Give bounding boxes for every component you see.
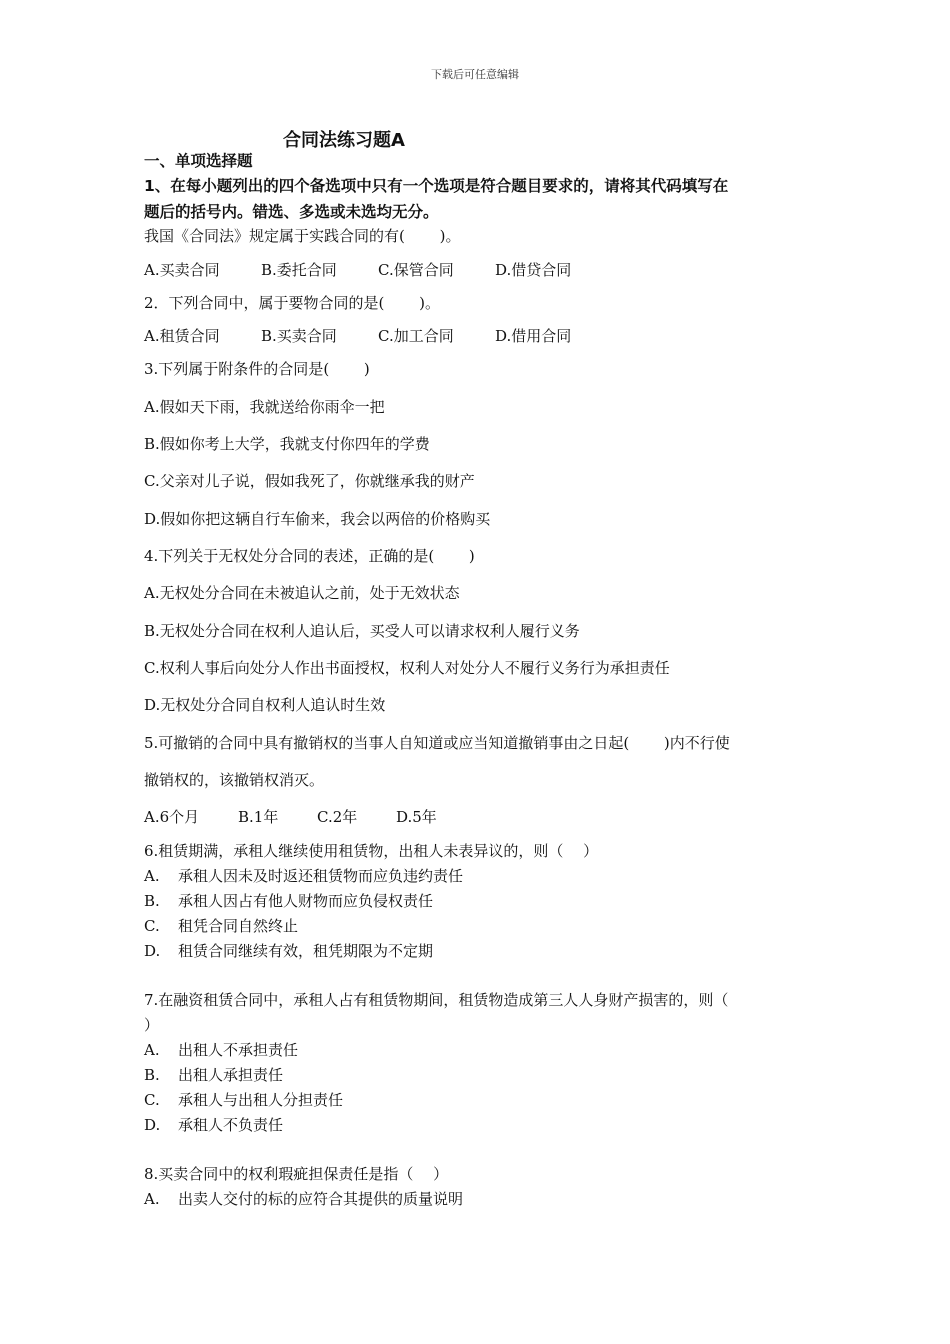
question-6-option-c xyxy=(144,917,298,935)
question-5-option-b: B.1年 xyxy=(238,808,279,826)
option-letter: D. xyxy=(144,942,161,960)
option-letter: B. xyxy=(144,892,160,910)
option-text: 出卖人交付的标的应符合其提供的质量说明 xyxy=(178,1190,464,1208)
question-6-option-b xyxy=(144,892,433,910)
question-7-text-line-1: 7.在融资租赁合同中，承租人占有租赁物期间，租赁物造成第三人人身财产损害的，则（ xyxy=(144,991,729,1009)
question-2-option-b: B.买卖合同 xyxy=(261,327,337,345)
instructions-line-2: 题后的括号内。错选、多选或未选均无分。 xyxy=(144,203,439,221)
section-heading: 一、单项选择题 xyxy=(144,152,253,170)
option-text: 承租人因占有他人财物而应负侵权责任 xyxy=(178,892,434,910)
option-text: 出租人承担责任 xyxy=(178,1066,284,1084)
question-3-option-d: D.假如你把这辆自行车偷来，我会以两倍的价格购买 xyxy=(144,510,491,528)
document-title: 合同法练习题A xyxy=(283,130,405,151)
option-text: 承租人因未及时返还租赁物而应负违约责任 xyxy=(178,867,464,885)
option-letter: A. xyxy=(144,1041,160,1059)
option-letter: C. xyxy=(144,917,160,935)
question-3-option-b: B.假如你考上大学，我就支付你四年的学费 xyxy=(144,435,430,453)
question-3-text: 3.下列属于附条件的合同是( ) xyxy=(144,360,370,378)
question-5-option-d: D.5年 xyxy=(396,808,437,826)
question-1-text: 我国《合同法》规定属于实践合同的有( )。 xyxy=(144,227,461,245)
option-text: 租凭合同自然终止 xyxy=(178,917,299,935)
question-6-option-a xyxy=(144,867,463,885)
question-7-text-line-2: ） xyxy=(144,1016,160,1034)
option-text: 承租人与出租人分担责任 xyxy=(178,1091,344,1109)
question-2-text: 2．下列合同中，属于要物合同的是( )。 xyxy=(144,294,441,312)
question-3-option-a: A.假如天下雨，我就送给你雨伞一把 xyxy=(144,398,385,416)
question-4-text: 4.下列关于无权处分合同的表述，正确的是( ) xyxy=(144,547,475,565)
page-header: 下载后可任意编辑 xyxy=(431,68,519,81)
question-7-option-d xyxy=(144,1116,283,1134)
question-6-text: 6.租赁期满，承租人继续使用租赁物，出租人未表异议的，则（ ） xyxy=(144,842,599,860)
question-1-option-d: D.借贷合同 xyxy=(495,261,572,279)
question-4-option-a: A.无权处分合同在未被追认之前，处于无效状态 xyxy=(144,584,460,602)
question-8-text: 8.买卖合同中的权利瑕疵担保责任是指（ ） xyxy=(144,1165,449,1183)
option-text: 承租人不负责任 xyxy=(178,1116,284,1134)
question-1-option-a: A.买卖合同 xyxy=(144,261,220,279)
question-3-option-c: C.父亲对儿子说，假如我死了，你就继承我的财产 xyxy=(144,472,475,490)
option-letter: D. xyxy=(144,1116,161,1134)
option-text: 出租人不承担责任 xyxy=(178,1041,299,1059)
question-4-option-d: D.无权处分合同自权利人追认时生效 xyxy=(144,696,386,714)
option-letter: B. xyxy=(144,1066,160,1084)
question-2-option-d: D.借用合同 xyxy=(495,327,572,345)
question-2-option-a: A.租赁合同 xyxy=(144,327,220,345)
question-5-text-line-1: 5.可撤销的合同中具有撤销权的当事人自知道或应当知道撤销事由之日起( )内不行使 xyxy=(144,734,730,752)
question-2-option-c: C.加工合同 xyxy=(378,327,454,345)
instructions-line-1: 1、在每小题列出的四个备选项中只有一个选项是符合题目要求的，请将其代码填写在 xyxy=(144,177,729,195)
option-letter: A. xyxy=(144,1190,160,1208)
question-7-option-a xyxy=(144,1041,298,1059)
question-5-option-a: A.6个月 xyxy=(144,808,200,826)
question-5-text-line-2: 撤销权的，该撤销权消灭。 xyxy=(144,771,325,789)
question-1-option-b: B.委托合同 xyxy=(261,261,337,279)
question-8-option-a xyxy=(144,1190,463,1208)
question-7-option-c xyxy=(144,1091,343,1109)
question-4-option-b: B.无权处分合同在权利人追认后，买受人可以请求权利人履行义务 xyxy=(144,622,580,640)
question-1-option-c: C.保管合同 xyxy=(378,261,454,279)
option-text: 租赁合同继续有效，租凭期限为不定期 xyxy=(178,942,434,960)
question-7-option-b xyxy=(144,1066,283,1084)
question-6-option-d xyxy=(144,942,433,960)
question-4-option-c: C.权利人事后向处分人作出书面授权，权利人对处分人不履行义务行为承担责任 xyxy=(144,659,670,677)
option-letter: C. xyxy=(144,1091,160,1109)
option-letter: A. xyxy=(144,867,160,885)
question-5-option-c: C.2年 xyxy=(317,808,358,826)
